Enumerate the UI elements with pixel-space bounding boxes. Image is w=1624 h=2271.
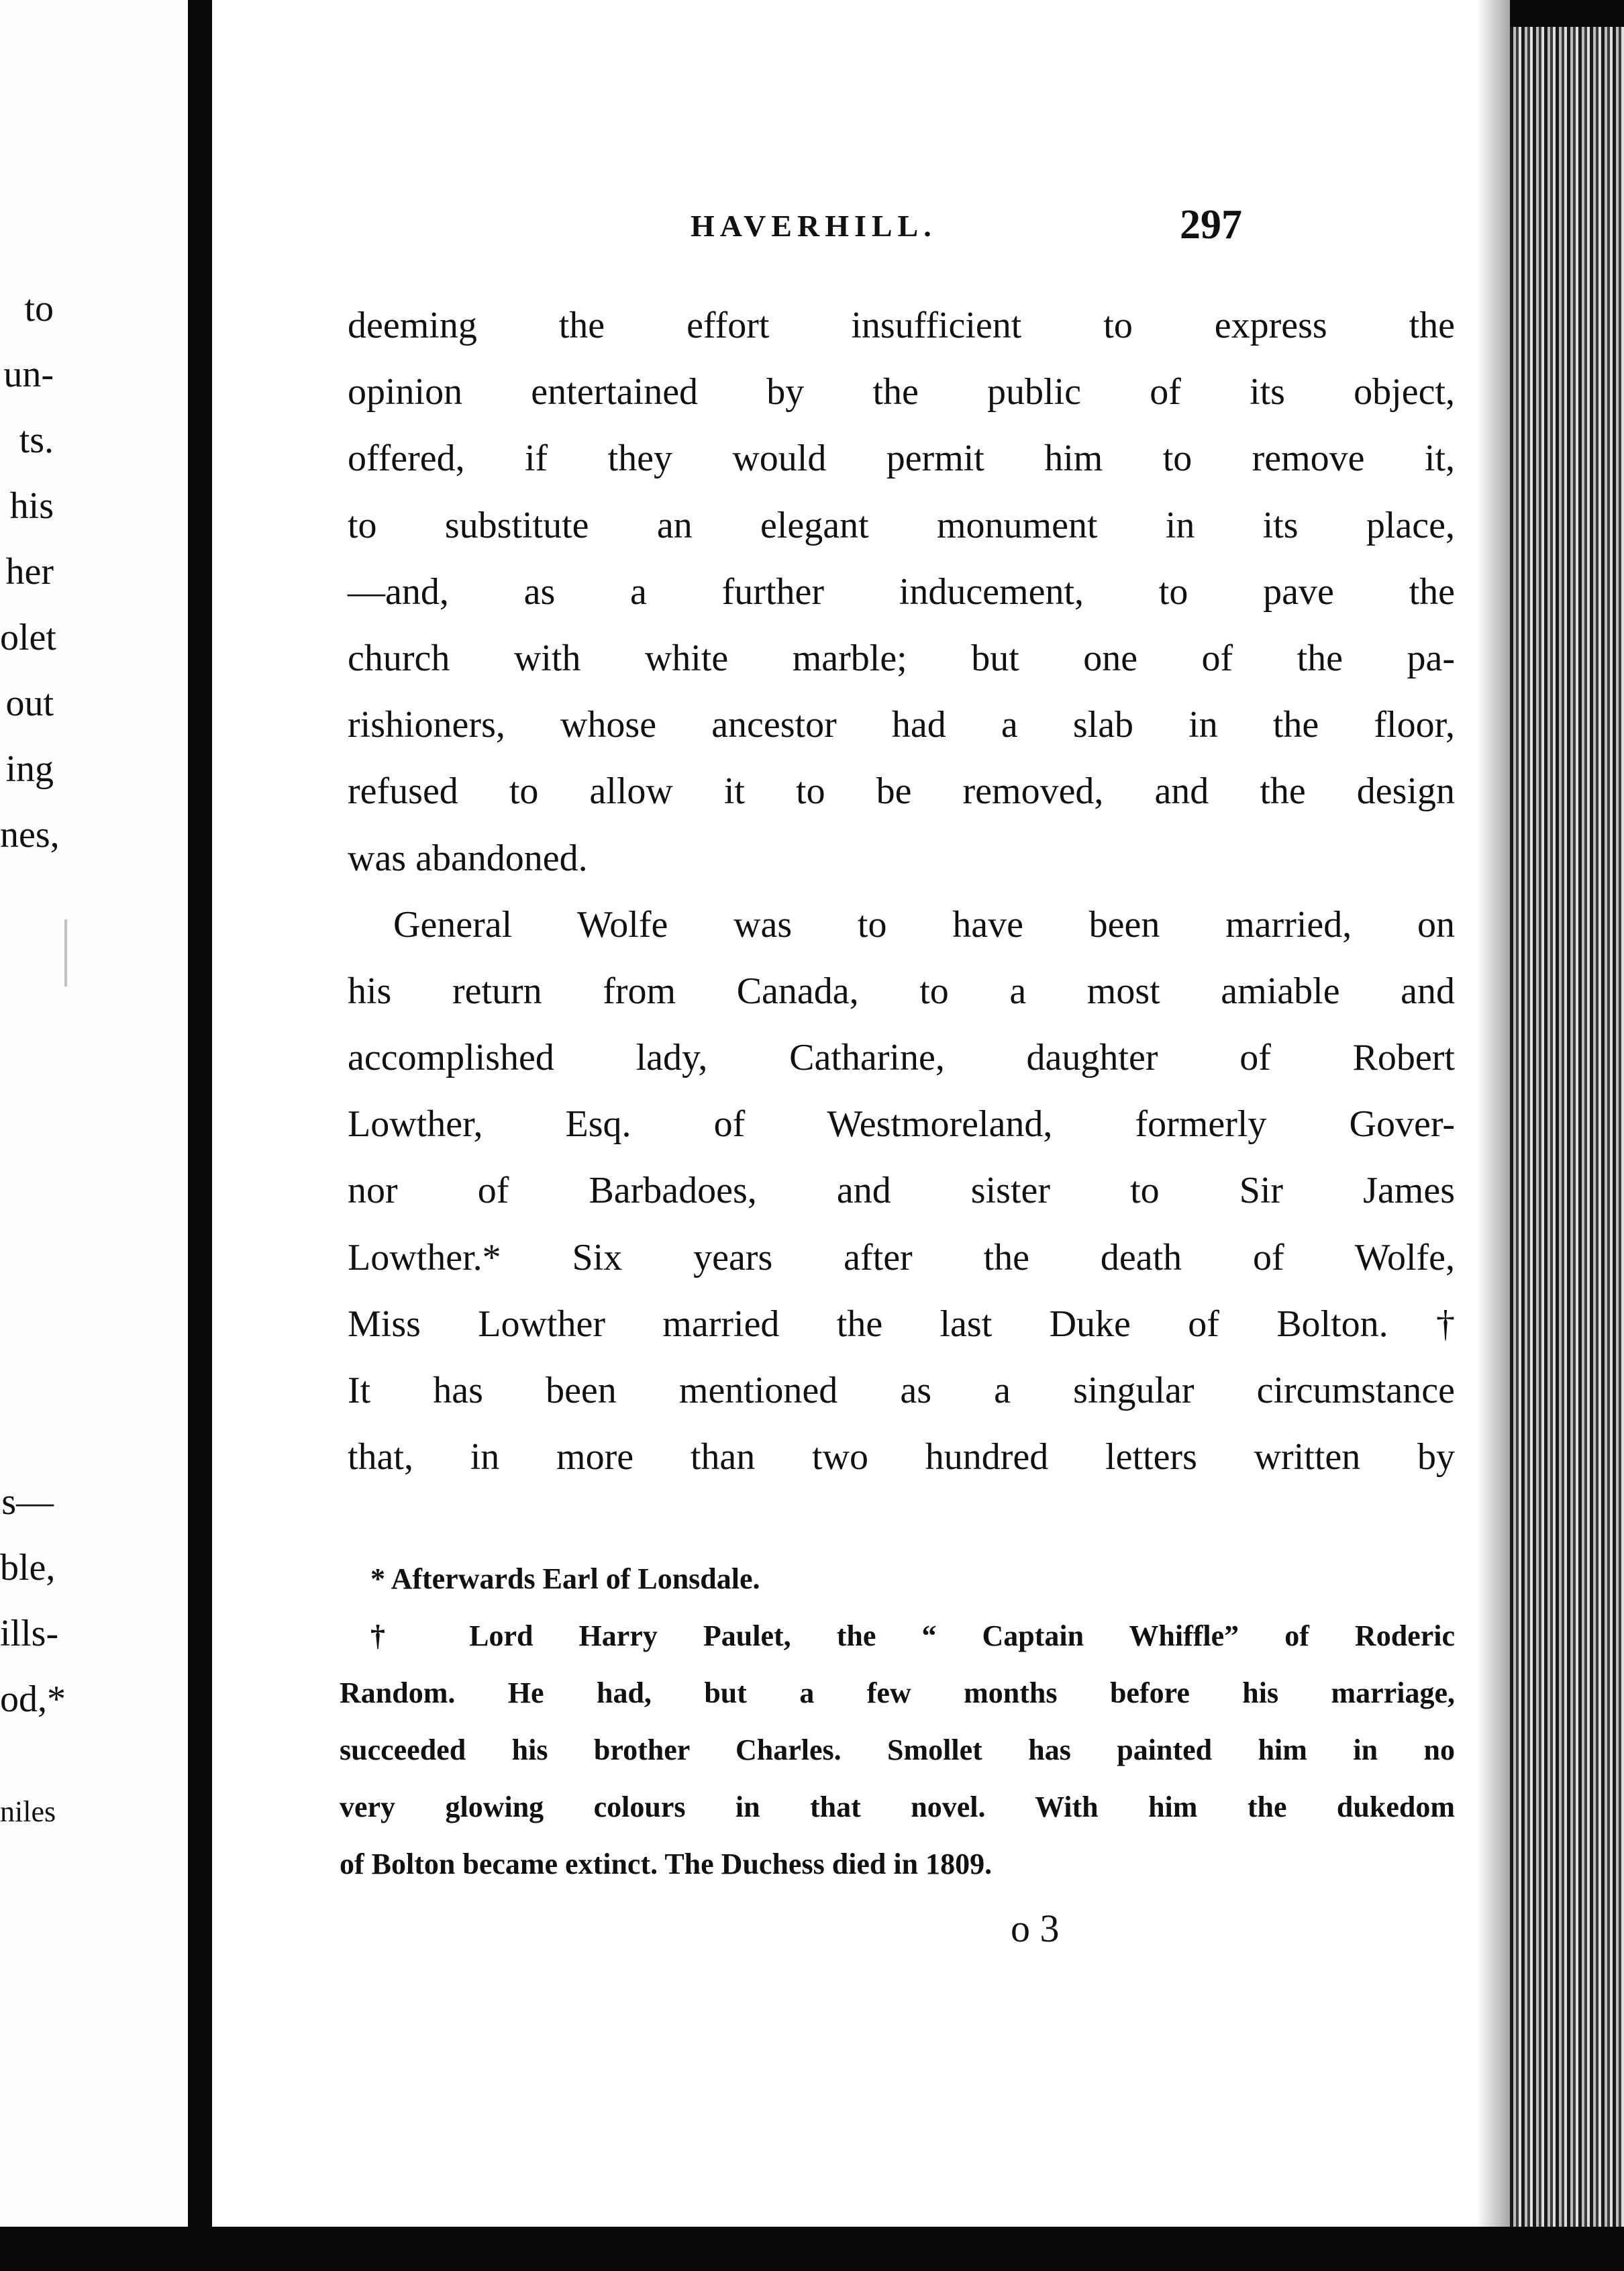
text-line: Miss Lowther married the last Duke of Bolton.†: [348, 1303, 1455, 1345]
facing-page-fragment: [0, 0, 188, 2271]
text-line: It has been mentioned as a singular circumstance: [348, 1370, 1455, 1411]
text-line: Lowther.* Six years after the death of Wolfe,: [348, 1236, 1455, 1278]
body-text: [348, 293, 1455, 1491]
facing-page-word: ts.: [19, 419, 54, 461]
facing-page-word: his: [9, 485, 54, 527]
page-edges-top: [1510, 0, 1624, 27]
facing-page-word: s—: [1, 1481, 54, 1523]
footnote-line: succeeded his brother Charles. Smollet has painted him in no: [340, 1733, 1455, 1766]
book-page: [212, 0, 1476, 2227]
text-line: accomplished lady, Catharine, daughter of Robert: [348, 1037, 1455, 1079]
text-line: deeming the effort insufficient to express the: [348, 305, 1455, 346]
facing-page-word: to: [24, 288, 54, 330]
facing-page-word: ing: [5, 748, 54, 790]
text-line: General Wolfe was to have been married, on: [393, 903, 1455, 946]
footnote-line: of Bolton became extinct. The Duchess died in 1809.: [340, 1848, 993, 1880]
facing-page-word: un-: [3, 354, 54, 395]
footnotes: [340, 1550, 1455, 1892]
text-line: was abandoned.: [348, 837, 588, 879]
facing-page-word: her: [5, 551, 54, 593]
footnote-line: * Afterwards Earl of Lonsdale.: [370, 1562, 760, 1595]
scan-mark: [64, 919, 67, 987]
text-line: opinion entertained by the public of its object,: [348, 371, 1455, 413]
text-line: church with white marble; but one of the pa-: [348, 637, 1455, 679]
footnote-line: Random. He had, but a few months before his marriage,: [340, 1676, 1455, 1709]
text-line: that, in more than two hundred letters written by: [348, 1436, 1455, 1478]
facing-page-word: ills-: [0, 1613, 59, 1654]
running-title: HAVERHILL.: [691, 209, 937, 243]
text-line: Lowther, Esq. of Westmoreland, formerly Gover-: [348, 1103, 1455, 1146]
text-line: —and, as a further inducement, to pave the: [348, 570, 1455, 613]
text-line: nor of Barbadoes, and sister to Sir James: [348, 1170, 1455, 1212]
text-line: his return from Canada, to a most amiable and: [348, 970, 1455, 1012]
book-gutter: [188, 0, 212, 2271]
facing-page-word: nes,: [0, 814, 60, 856]
page-number: 297: [1180, 202, 1242, 248]
facing-page-word: olet: [0, 617, 56, 658]
scan-bottom-border: [0, 2227, 1624, 2271]
text-line: offered, if they would permit him to remove it,: [348, 438, 1455, 480]
facing-page-word: od,*: [0, 1678, 66, 1720]
facing-page-word: out: [5, 683, 54, 724]
running-head: [212, 201, 1476, 255]
footnote-line: very glowing colours in that novel. With him the dukedom: [340, 1790, 1455, 1823]
signature-mark: o 3: [1011, 1907, 1060, 1950]
page-edge-shadow: [1476, 0, 1510, 2271]
text-line: rishioners, whose ancestor had a slab in the floor,: [348, 704, 1455, 746]
footnote-line: † Lord Harry Paulet, the “ Captain Whiffle” of Roderic: [370, 1619, 1455, 1652]
text-line: to substitute an elegant monument in its place,: [348, 504, 1455, 546]
facing-page-word: ble,: [0, 1547, 56, 1588]
text-line: refused to allow it to be removed, and the design: [348, 770, 1455, 813]
page-edges-stack: [1510, 0, 1624, 2271]
facing-page-word: niles: [0, 1795, 56, 1828]
